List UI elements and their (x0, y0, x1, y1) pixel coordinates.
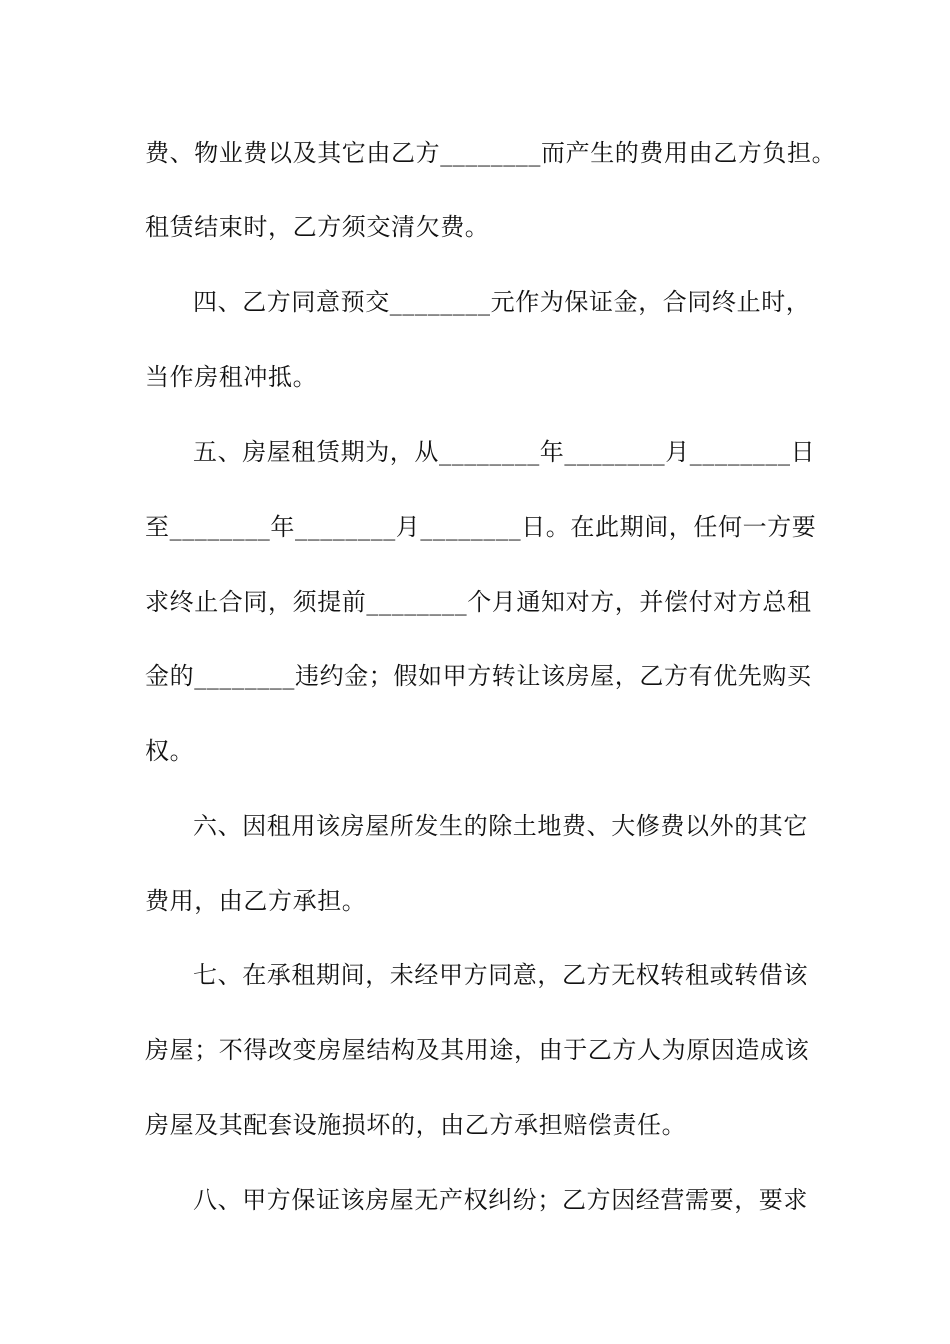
clause-6-line: 六、因租用该房屋所发生的除土地费、大修费以外的其它 (193, 812, 808, 840)
text-line: 求终止合同，须提前________个月通知对方，并偿付对方总租 (145, 588, 812, 616)
text-line: 费、物业费以及其它由乙方________而产生的费用由乙方负担。 (145, 139, 837, 167)
text-line: 至________年________月________日。在此期间，任何一方要 (145, 513, 817, 541)
text-line: 房屋及其配套设施损坏的，由乙方承担赔偿责任。 (145, 1111, 687, 1139)
text-line: 当作房租冲抵。 (145, 363, 318, 391)
clause-7-line: 七、在承租期间，未经甲方同意，乙方无权转租或转借该 (193, 961, 808, 989)
clause-8-line: 八、甲方保证该房屋无产权纠纷；乙方因经营需要，要求 (193, 1186, 808, 1214)
text-line: 费用，由乙方承担。 (145, 887, 367, 915)
text-line: 权。 (145, 737, 195, 765)
clause-4-line: 四、乙方同意预交________元作为保证金，合同终止时， (193, 288, 811, 316)
clause-5-line: 五、房屋租赁期为，从________年________月________日 (193, 438, 816, 466)
text-line: 租赁结束时，乙方须交清欠费。 (145, 213, 490, 241)
text-line: 房屋；不得改变房屋结构及其用途，由于乙方人为原因造成该 (145, 1036, 810, 1064)
text-line: 金的________违约金；假如甲方转让该房屋，乙方有优先购买 (145, 662, 812, 690)
